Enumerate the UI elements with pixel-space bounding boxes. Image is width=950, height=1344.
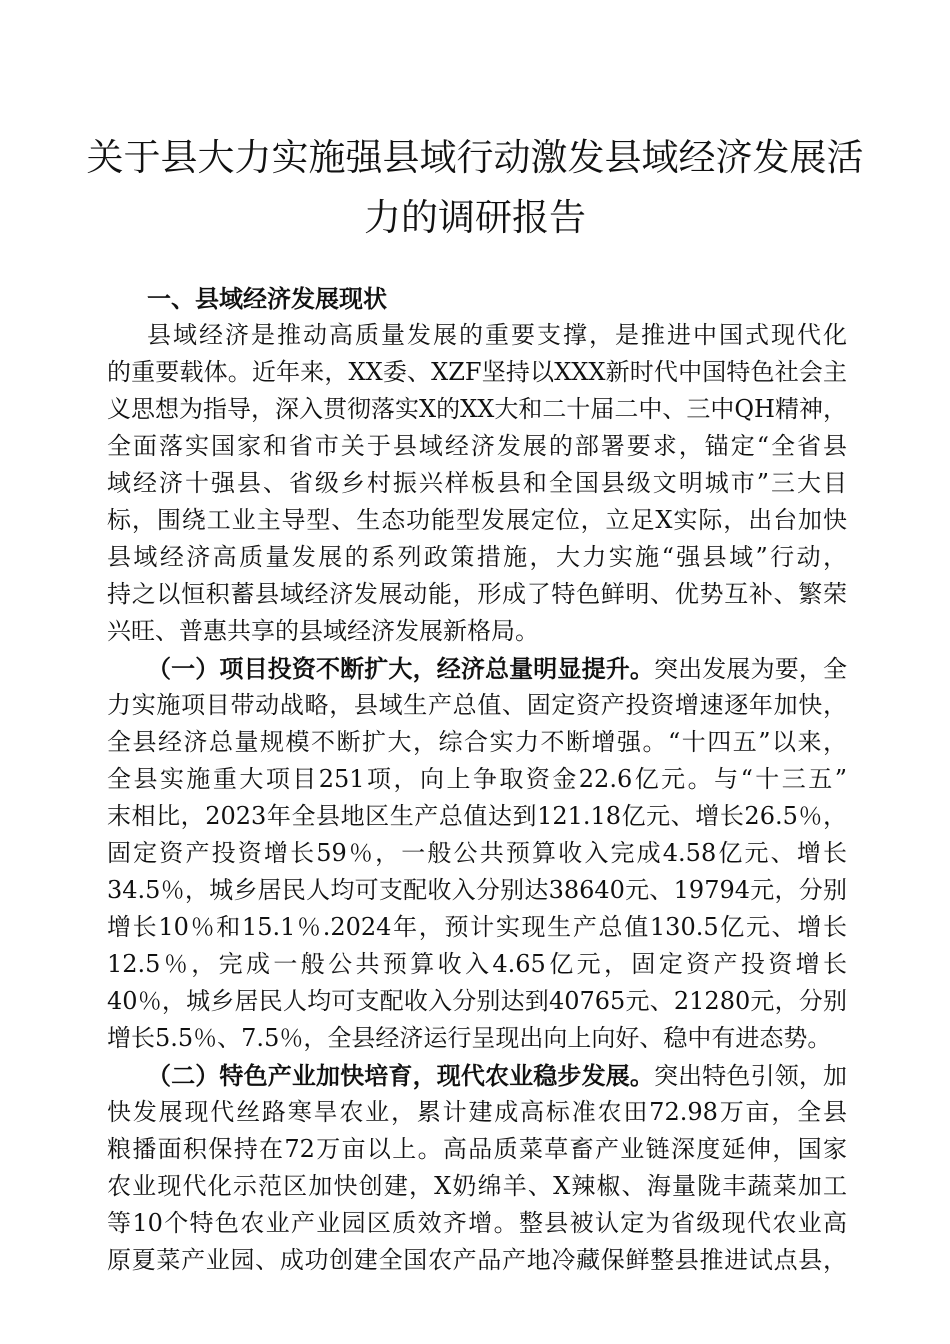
text-line: 县域经济高质量发展的系列政策措施，大力实施“强县域”行动，	[107, 543, 847, 571]
paragraph-agriculture	[107, 1057, 847, 1279]
title-line-2: 力的调研报告	[364, 196, 586, 239]
paragraph-overview	[107, 317, 847, 650]
text-line: 标，围绕工业主导型、生态功能型发展定位，立足X实际，出台加快	[107, 506, 847, 534]
text-line: 域经济十强县、省级乡村振兴样板县和全国县级文明城市”三大目	[107, 469, 847, 497]
text-line: 末相比，2023年全县地区生产总值达到121.18亿元、增长26.5％，	[107, 802, 847, 830]
document-title	[60, 128, 890, 248]
text-line: 兴旺、普惠共享的县域经济发展新格局。	[107, 617, 539, 645]
paragraph-investment	[107, 650, 847, 1057]
text-line: 增长10％和15.1％.2024年，预计实现生产总值130.5亿元、增长	[107, 913, 847, 941]
text-line: 12.5％，完成一般公共预算收入4.65亿元，固定资产投资增长	[107, 950, 847, 978]
subsection-heading: （一）项目投资不断扩大，经济总量明显提升。	[147, 654, 654, 683]
text-line	[107, 650, 847, 687]
title-line-1: 关于县大力实施强县域行动激发县域经济发展活	[86, 136, 864, 179]
text-run: 突出特色引领，加	[654, 1062, 847, 1090]
text-line: 等10个特色农业产业园区质效齐增。整县被认定为省级现代农业高	[107, 1209, 847, 1237]
subsection-heading: （二）特色产业加快培育，现代农业稳步发展。	[147, 1061, 654, 1090]
text-line: 原夏菜产业园、成功创建全国农产品产地冷藏保鲜整县推进试点县，	[107, 1246, 847, 1274]
text-line: 40％，城乡居民人均可支配收入分别达到40765元、21280元，分别	[107, 987, 847, 1015]
text-run: 突出发展为要，全	[654, 655, 847, 683]
text-line: 增长5.5％、7.5％，全县经济运行呈现出向上向好、稳中有进态势。	[107, 1024, 832, 1052]
text-line: 全县实施重大项目251项，向上争取资金22.6亿元。与“十三五”	[107, 765, 847, 793]
text-line: 的重要载体。近年来，XX委、XZF坚持以XXX新时代中国特色社会主	[107, 358, 847, 386]
text-line	[107, 1057, 847, 1094]
section-heading: 一、县域经济发展现状	[147, 284, 387, 313]
text-line: 全县经济总量规模不断扩大，综合实力不断增强。“十四五”以来，	[107, 728, 847, 756]
text-line: 农业现代化示范区加快创建，X奶绵羊、X辣椒、海量陇丰蔬菜加工	[107, 1172, 847, 1200]
document-body	[107, 280, 847, 1279]
text-line: 快发展现代丝路寒旱农业，累计建成高标准农田72.98万亩，全县	[107, 1098, 847, 1126]
text-line: 力实施项目带动战略，县域生产总值、固定资产投资增速逐年加快，	[107, 691, 847, 719]
text-line: 持之以恒积蓄县域经济发展动能，形成了特色鲜明、优势互补、繁荣	[107, 580, 847, 608]
text-line: 县域经济是推动高质量发展的重要支撑，是推进中国式现代化	[147, 321, 847, 349]
text-line: 粮播面积保持在72万亩以上。高品质菜草畜产业链深度延伸，国家	[107, 1135, 847, 1163]
text-line: 全面落实国家和省市关于县域经济发展的部署要求，锚定“全省县	[107, 432, 847, 460]
text-line: 义思想为指导，深入贯彻落实X的XX大和二十届二中、三中QH精神，	[107, 395, 847, 423]
text-line: 34.5％，城乡居民人均可支配收入分别达38640元、19794元，分别	[107, 876, 847, 904]
text-line: 固定资产投资增长59％，一般公共预算收入完成4.58亿元、增长	[107, 839, 847, 867]
